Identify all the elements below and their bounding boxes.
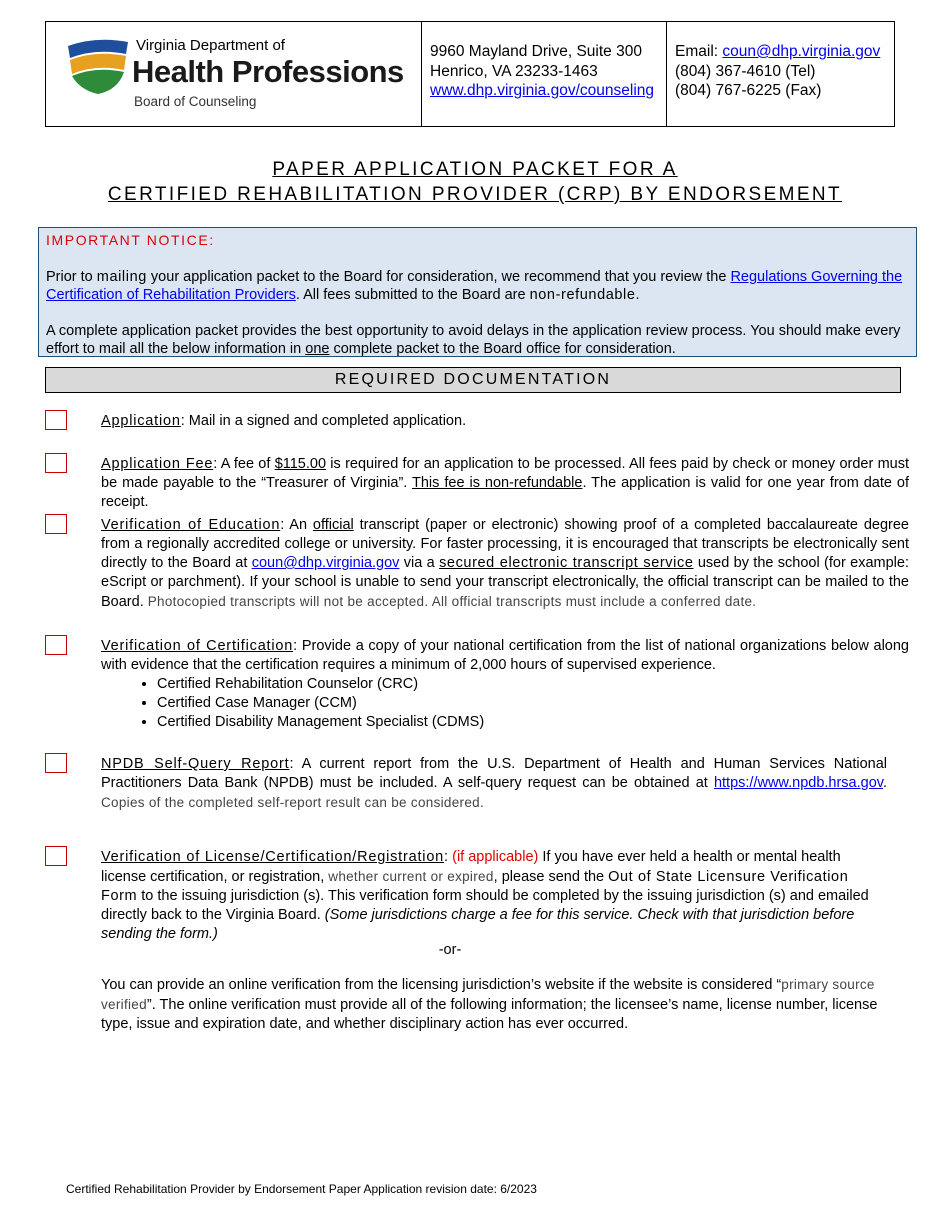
transcript-note: Photocopied transcripts will not be accepted. All official transcripts must include a conferred date. xyxy=(147,594,757,609)
certification-list xyxy=(101,675,909,732)
email-link[interactable]: coun@dhp.virginia.gov xyxy=(722,43,881,60)
email-line xyxy=(675,42,894,62)
education-item: Verification of Education: An official transcript (paper or electronic) showing proof of a completed baccalaureate degree from a regionally accredited college or university. For faster processing, it is encouraged that transcripts be electronically sent directly to the Board at coun@dhp.virginia.gov via a secured electronic transcript service used by the school (for example: eScript or parchment). If your school is unable to send your transcript electronically, the official transcript can be mailed to the Board. Photocopied transcripts will not be accepted. All official transcripts must include a conferred date. xyxy=(101,517,909,610)
fee-amount: $115.00 xyxy=(274,456,327,472)
list-item: • Certified Rehabilitation Counselor (CRC) xyxy=(157,675,909,694)
board-email-link[interactable]: coun@dhp.virginia.gov xyxy=(251,555,400,571)
mailing-address xyxy=(421,22,666,126)
license-checkbox[interactable] xyxy=(45,846,67,866)
npdb-link[interactable]: https://www.npdb.hrsa.gov xyxy=(713,775,883,791)
footer-revision-note: Certified Rehabilitation Provider by Endorsement Paper Application revision date: 6/2023 xyxy=(66,1182,537,1196)
regulations-link[interactable]: Regulations Governing the Certification of Rehabilitation Providers xyxy=(46,269,903,303)
certification-label: Verification of Certification xyxy=(101,638,294,654)
email-label: Email: xyxy=(675,43,723,60)
verification-form-name: Out of State Licensure Verification Form xyxy=(101,869,849,904)
application-fee-checkbox[interactable] xyxy=(45,453,67,473)
dhp-logo-icon xyxy=(66,36,130,96)
logo-line-1: Virginia Department of xyxy=(136,37,285,54)
npdb-label: NPDB Self-Query Report xyxy=(101,756,290,772)
certification-item: Verification of Certification: Provide a copy of your national certification from the list of national organizations below along with evidence that the certification requires a minimum of 2,000 hours of supervised experience. • Certified Rehabilitation Counselor (CRC) • Certified Case Manager (CCM) • Certified Disability Management Specialist (CDMS) xyxy=(101,637,909,732)
list-item: • Certified Disability Management Specialist (CDMS) xyxy=(157,713,909,732)
application-checkbox[interactable] xyxy=(45,410,67,430)
application-fee-label: Application Fee xyxy=(101,456,214,472)
application-item: Application: Mail in a signed and completed application. xyxy=(101,413,467,429)
certification-checkbox[interactable] xyxy=(45,635,67,655)
application-label: Application xyxy=(101,413,181,429)
notice-paragraph-2: A complete application packet provides the best opportunity to avoid delays in the application review process. You should make every effort to mail all the below information in one complete packet to the Board office for consideration. xyxy=(46,323,901,357)
agency-logo xyxy=(46,22,421,126)
required-documentation-heading: REQUIRED DOCUMENTATION xyxy=(45,367,901,393)
license-item: Verification of License/Certification/Registration: (if applicable) If you have ever held a health or mental health license certification, or registration, whether current or expired, please send the Out of State Licensure Verification Form to the issuing jurisdiction (s). This verification form should be completed by the issuing jurisdiction (s) and emailed directly back to the Virginia Board. (Some jurisdictions charge a fee for this service. Check with that jurisdiction before sending the form.) xyxy=(101,849,869,942)
license-label: Verification of License/Certification/Registration xyxy=(101,849,445,865)
online-verification-paragraph: You can provide an online verification from the licensing jurisdiction’s website if the website is considered “primary source verified”. The online verification must provide all of the following information; the licensee’s name, license number, license type, issue and expiration date, and whether disciplinary action has ever occurred. xyxy=(101,977,878,1032)
if-applicable: (if applicable) xyxy=(452,849,539,865)
address-line-1: 9960 Mayland Drive, Suite 300 xyxy=(430,43,642,60)
letterhead xyxy=(45,21,895,127)
address-line-2: Henrico, VA 23233-1463 xyxy=(430,62,598,80)
or-separator: -or- xyxy=(438,942,462,958)
important-notice-box xyxy=(38,227,917,357)
list-item: • Certified Case Manager (CCM) xyxy=(157,694,909,713)
website-link[interactable]: www.dhp.virginia.gov/counseling xyxy=(430,82,655,99)
npdb-item: NPDB Self-Query Report: A current report from the U.S. Department of Health and Human Services National Practitioners Data Bank (NPDB) must be included. A self-query request can be obtained at https://www.npdb.hrsa.gov. Copies of the completed self-report result can be considered. xyxy=(101,756,887,810)
document-title-line-1: PAPER APPLICATION PACKET FOR A xyxy=(272,159,678,180)
notice-paragraph-1: Prior to mailing your application packet to the Board for consideration, we recommend that you review the Regulations Governing the Certification of Rehabilitation Providers. All fees submitted to the Board are non-refundable. xyxy=(46,269,903,303)
education-checkbox[interactable] xyxy=(45,514,67,534)
contact-info xyxy=(666,22,894,126)
application-fee-item: Application Fee: A fee of $115.00 is required for an application to be processed. All fees paid by check or money order must be made payable to the “Treasurer of Virginia”. This fee is non-refundable. The application is valid for one year from date of receipt. xyxy=(101,456,910,510)
logo-line-2: Health Professions xyxy=(132,54,404,89)
document-title-line-2: CERTIFIED REHABILITATION PROVIDER (CRP) BY ENDORSEMENT xyxy=(107,184,843,205)
education-label: Verification of Education xyxy=(101,517,281,533)
logo-line-3: Board of Counseling xyxy=(134,94,257,109)
phone-number: (804) 367-4610 (Tel) xyxy=(675,62,816,80)
notice-heading: IMPORTANT NOTICE: xyxy=(46,232,215,248)
fax-number: (804) 767-6225 (Fax) xyxy=(675,82,822,99)
npdb-checkbox[interactable] xyxy=(45,753,67,773)
